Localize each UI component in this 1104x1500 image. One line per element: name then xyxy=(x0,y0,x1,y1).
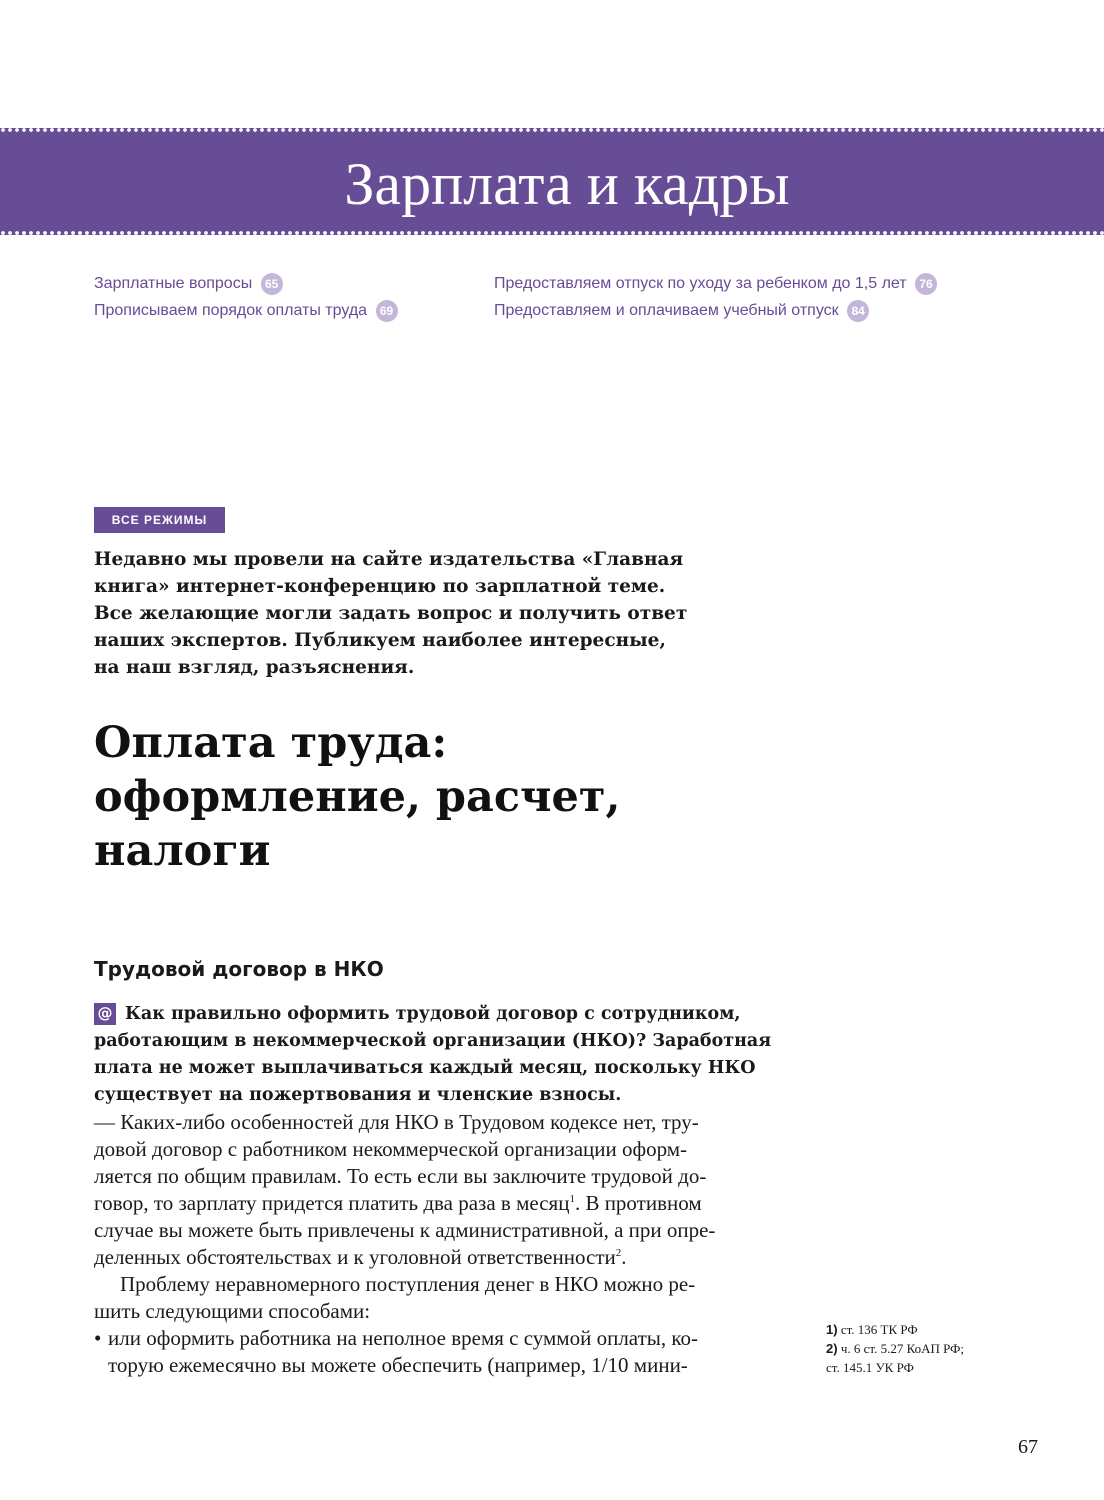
answer-block xyxy=(94,1109,784,1379)
footnote xyxy=(826,1320,964,1339)
footnote-ref[interactable]: 1 xyxy=(569,1193,575,1205)
answer-text: деленных обстоятельствах и к уголовной ответственности xyxy=(94,1245,616,1269)
toc-item-label[interactable]: Предоставляем и оплачиваем учебный отпуск xyxy=(494,302,839,319)
footnote-text: ч. 6 ст. 5.27 КоАП РФ; xyxy=(840,1341,965,1356)
answer-text: говор, то зарплату придется платить два раза в месяц xyxy=(94,1191,570,1215)
bullet-text: или оформить работника на неполное время с суммой оплаты, ко- xyxy=(108,1326,698,1350)
question-block xyxy=(94,1001,784,1109)
toc-right xyxy=(494,272,937,326)
footnote-ref[interactable]: 2 xyxy=(615,1247,622,1259)
question-line: работающим в некоммерческой организации (НКО)? Заработная xyxy=(94,1031,772,1051)
answer-text: . В противном xyxy=(574,1191,702,1215)
subsection-heading: Трудовой договор в НКО xyxy=(94,957,384,981)
bullet-mark: • xyxy=(94,1326,102,1350)
footnote-text: ст. 136 ТК РФ xyxy=(840,1322,918,1337)
at-icon: @ xyxy=(94,1003,116,1025)
answer-line xyxy=(94,1190,784,1217)
section-title: Зарплата и кадры xyxy=(344,151,790,217)
answer-line: шить следующими способами: xyxy=(94,1299,371,1323)
answer-line: ляется по общим правилам. То есть если вы заключите трудовой до- xyxy=(94,1164,707,1188)
toc-page-badge: 76 xyxy=(915,273,937,295)
toc-item[interactable] xyxy=(94,272,398,299)
toc-page-badge: 65 xyxy=(261,273,283,295)
lead-line: книга» интернет-конференцию по зарплатной теме. xyxy=(94,576,666,597)
toc-item-label[interactable]: Предоставляем отпуск по уходу за ребенком до 1,5 лет xyxy=(494,275,907,292)
article-title-line: налоги xyxy=(94,826,271,876)
section-banner xyxy=(0,128,1104,235)
toc-item-label[interactable]: Зарплатные вопросы xyxy=(94,275,253,292)
answer-line: довой договор с работником некоммерческой организации оформ- xyxy=(94,1137,688,1161)
answer-text: . xyxy=(621,1245,627,1269)
toc-page-badge: 84 xyxy=(847,300,869,322)
toc-item-label[interactable]: Прописываем порядок оплаты труда xyxy=(94,302,368,319)
lead-paragraph xyxy=(94,546,754,681)
article-title xyxy=(94,716,620,878)
lead-line: на наш взгляд, разъяснения. xyxy=(94,657,415,678)
regime-tag: ВСЕ РЕЖИМЫ xyxy=(94,507,225,533)
bullet-item xyxy=(94,1325,784,1352)
lead-line: Все желающие могли задать вопрос и получить ответ xyxy=(94,603,688,624)
answer-line: Проблему неравномерного поступления денег в НКО можно ре- xyxy=(120,1272,696,1296)
answer-line: — Каких-либо особенностей для НКО в Трудовом кодексе нет, тру- xyxy=(94,1110,699,1134)
lead-line: наших экспертов. Публикуем наиболее интересные, xyxy=(94,630,666,651)
toc-page-badge: 69 xyxy=(376,300,398,322)
footnote xyxy=(826,1339,964,1358)
toc-item[interactable] xyxy=(494,272,937,299)
question-line: Как правильно оформить трудовой договор с сотрудником, xyxy=(125,1004,741,1024)
answer-line xyxy=(94,1244,784,1271)
bullet-continuation: торую ежемесячно вы можете обеспечить (например, 1/10 мини- xyxy=(108,1353,688,1377)
toc-item[interactable] xyxy=(494,299,937,326)
lead-line: Недавно мы провели на сайте издательства «Главная xyxy=(94,549,684,570)
footnotes xyxy=(826,1320,964,1377)
toc-left xyxy=(94,272,398,326)
question-line: плата не может выплачиваться каждый месяц, поскольку НКО xyxy=(94,1058,756,1078)
question-line: существует на пожертвования и членские взносы. xyxy=(94,1085,622,1105)
toc-item[interactable] xyxy=(94,299,398,326)
footnote-text: ст. 145.1 УК РФ xyxy=(826,1360,914,1375)
article-title-line: Оплата труда: xyxy=(94,718,448,768)
answer-line: случае вы можете быть привлечены к административной, а при опре- xyxy=(94,1218,716,1242)
footnote-number: 1) xyxy=(826,1322,838,1337)
page-number: 67 xyxy=(1018,1436,1038,1458)
footnote-number: 2) xyxy=(826,1341,838,1356)
article-title-line: оформление, расчет, xyxy=(94,772,621,822)
